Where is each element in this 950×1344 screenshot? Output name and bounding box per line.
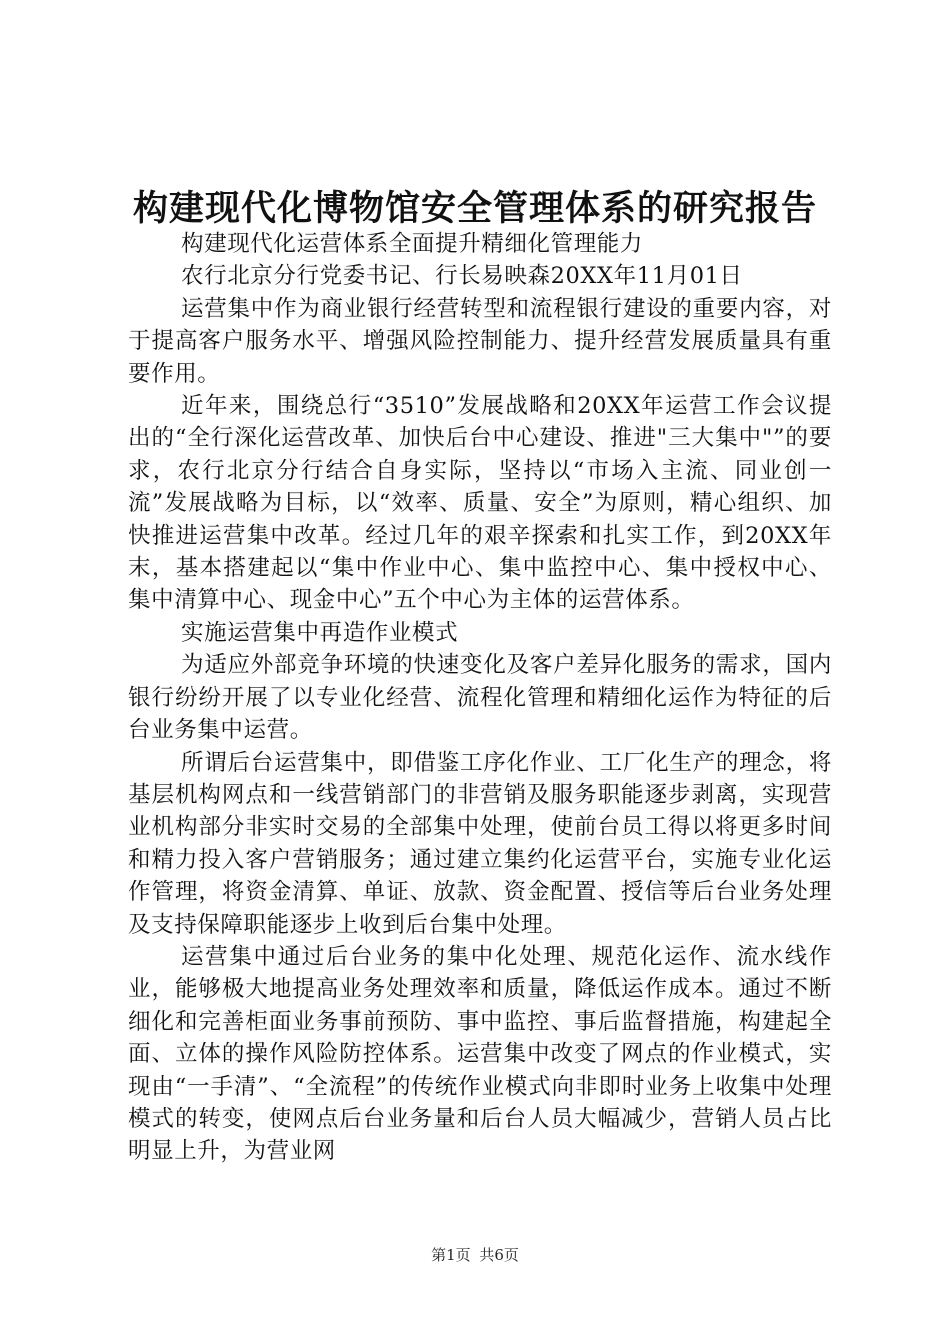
page-number: 第1页: [431, 1246, 471, 1264]
body-paragraph: 为适应外部竞争环境的快速变化及客户差异化服务的需求，国内银行纷纷开展了以专业化经营、流程化管理和精细化运作为特征的后台业务集中运营。: [128, 652, 832, 744]
author-date-line: 农行北京分行党委书记、行长易映森20XX年11月01日: [181, 263, 743, 290]
body-paragraph: 所谓后台运营集中，即借鉴工序化作业、工厂化生产的理念，将基层机构网点和一线营销部门的非营销及服务职能逐步剥离，实现营业机构部分非实时交易的全部集中处理，使前台员工得以将更多时间和精力投入客户营销服务；通过建立集约化运营平台，实施专业化运作管理，将资金清算、单证、放款、资金配置、授信等后台业务处理及支持保障职能逐步上收到后台集中处理。: [128, 749, 832, 938]
section-heading: 实施运营集中再造作业模式: [181, 619, 459, 646]
page-footer: [0, 1245, 950, 1265]
body-paragraph: 近年来，围绕总行“3510”发展战略和20XX年运营工作会议提出的“全行深化运营改革、加快后台中心建设、推进"三大集中"”的要求，农行北京分行结合自身实际，坚持以“市场入主流、同业创一流”发展战略为目标，以“效率、质量、安全”为原则，精心组织、加快推进运营集中改革。经过几年的艰辛探索和扎实工作，到20XX年末，基本搭建起以“集中作业中心、集中监控中心、集中授权中心、集中清算中心、现金中心”五个中心为主体的运营体系。: [128, 393, 832, 614]
subtitle-line: 构建现代化运营体系全面提升精细化管理能力: [181, 231, 644, 257]
page-total: 共6页: [479, 1246, 519, 1264]
document-body: [128, 228, 832, 1168]
body-paragraph: 运营集中作为商业银行经营转型和流程银行建设的重要内容，对于提高客户服务水平、增强风险控制能力、提升经营发展质量具有重要作用。: [128, 295, 832, 387]
document-title: 构建现代化博物馆安全管理体系的研究报告: [132, 188, 817, 229]
body-paragraph: 运营集中通过后台业务的集中化处理、规范化运作、流水线作业，能够极大地提高业务处理效率和质量，降低运作成本。通过不断细化和完善柜面业务事前预防、事中监控、事后监督措施，构建起全面、立体的操作风险防控体系。运营集中改变了网点的作业模式，实现由“一手清”、“全流程”的传统作业模式向非即时业务上收集中处理模式的转变，使网点后台业务量和后台人员大幅减少，营销人员占比明显上升，为营业网: [128, 943, 832, 1165]
